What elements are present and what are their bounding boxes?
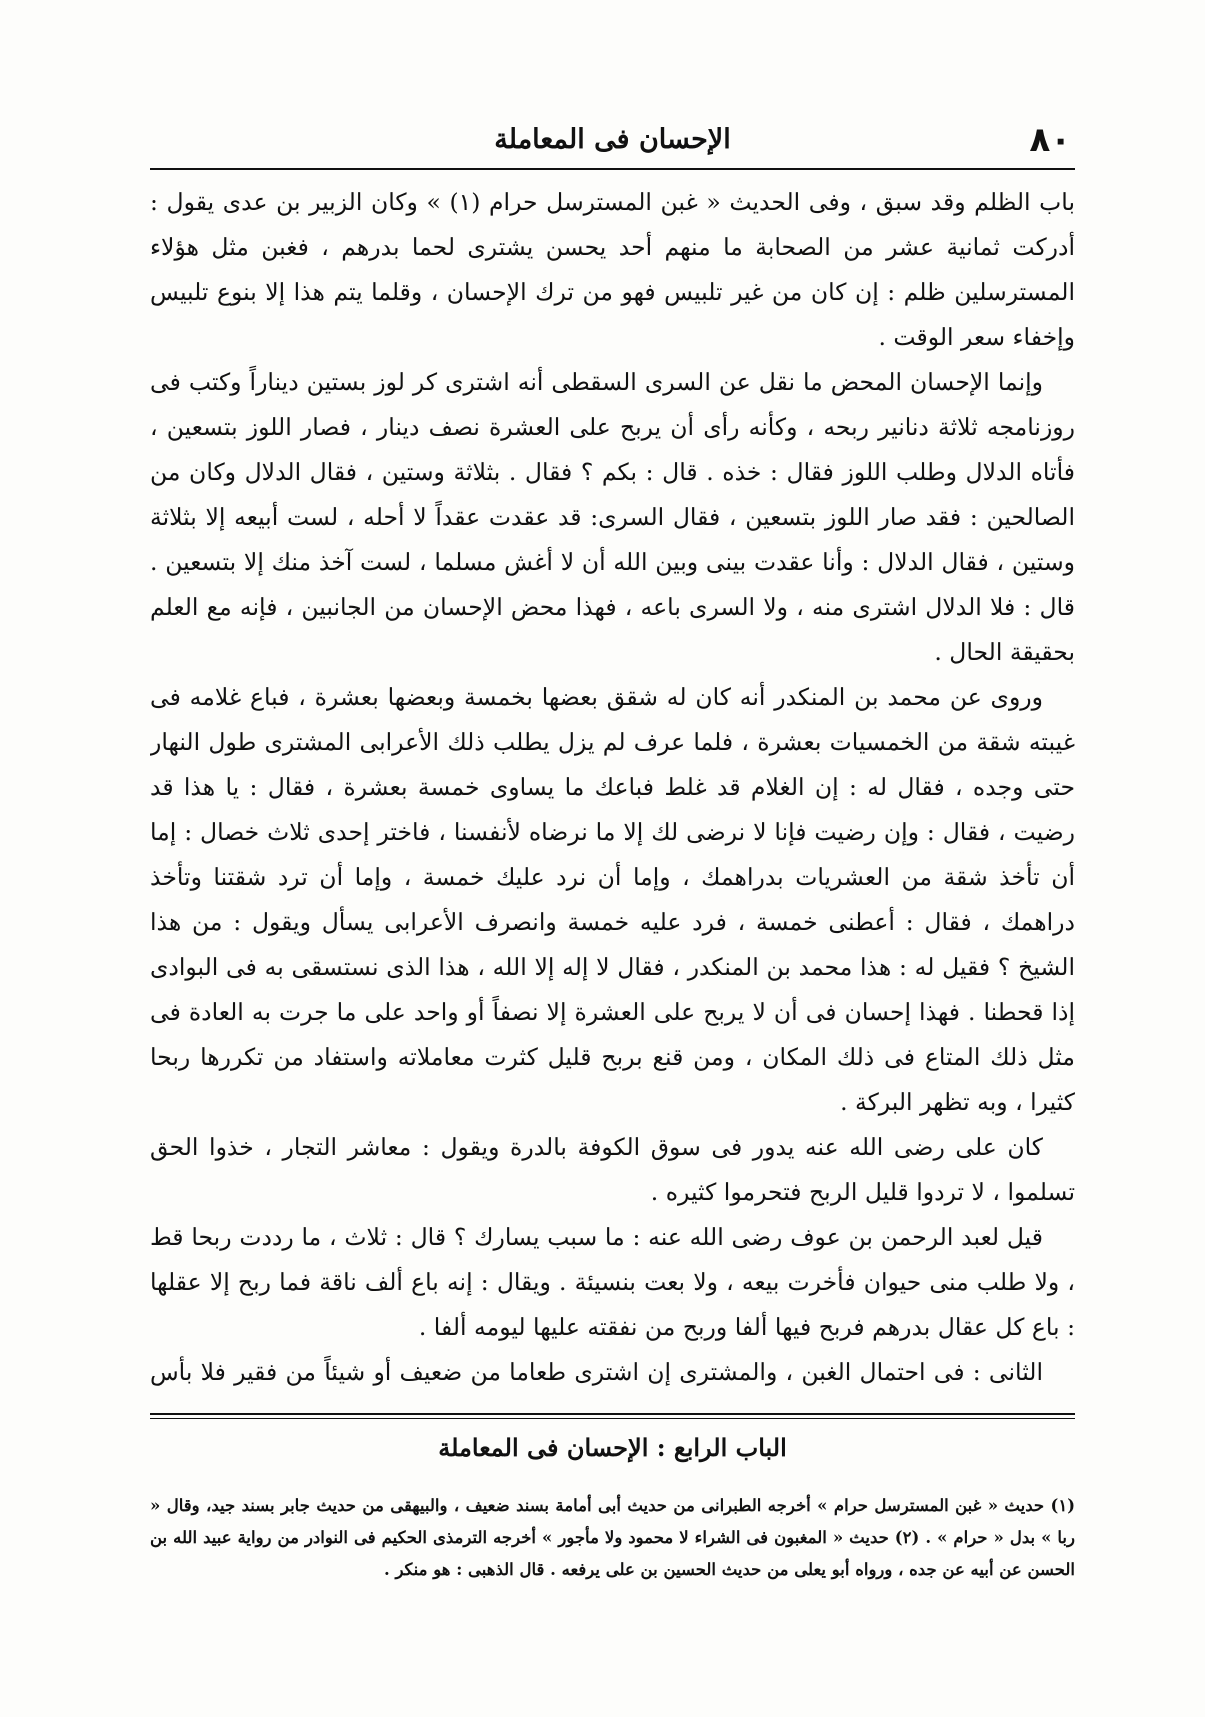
- main-text: [150, 180, 1075, 1400]
- paragraph: الثانى : فى احتمال الغبن ، والمشترى إن اشترى طعاما من ضعيف أو شيئاً من فقير فلا بأس: [150, 1358, 1043, 1386]
- paragraph: وروى عن محمد بن المنكدر أنه كان له شقق بعضها بخمسة وبعضها بعشرة ، فباع غلامه فى غيبته شقة من الخمسيات بعشرة ، فلما عرف لم يزل يطلب ذلك الأعرابى المشترى طول النهار حتى وجده ، فقال له : إن الغلام قد غلط فباعك ما يساوى خمسة بعشرة ، فقال : يا هذا قد رضيت ، فقال : وإن رضيت فإنا لا نرضى لك إلا ما نرضاه لأنفسنا ، فاختر إحدى ثلاث خصال : إما أن تأخذ شقة من العشريات بدراهمك ، وإما أن نرد عليك خمسة ، وإما أن ترد شقتنا وتأخذ دراهمك ، فقال : أعطنى خمسة ، فرد عليه خمسة وانصرف الأعرابى يسأل ويقول : من هذا الشيخ ؟ فقيل له : هذا محمد بن المنكدر ، فقال لا إله إلا الله ، هذا الذى نستسقى به فى البوادى إذا قحطنا . فهذا إحسان فى أن لا يربح على العشرة إلا نصفاً أو واحد على ما جرت به العادة فى مثل ذلك المتاع فى ذلك المكان ، ومن قنع بربح قليل كثرت معاملاته واستفاد من تكررها ربحا كثيرا ، وبه تظهر البركة .: [150, 683, 1075, 1116]
- footnotes: [150, 1490, 1075, 1600]
- paragraph: وإنما الإحسان المحض ما نقل عن السرى السقطى أنه اشترى كر لوز بستين ديناراً وكتب فى روزنامجه ثلاثة دنانير ربحه ، وكأنه رأى أن يربح على العشرة نصف دينار ، فصار اللوز بتسعين ، فأتاه الدلال وطلب اللوز فقال : خذه . قال : بكم ؟ فقال . بثلاثة وستين ، فقال الدلال وكان من الصالحين : فقد صار اللوز بتسعين ، فقال السرى: قد عقدت عقداً لا أحله ، لست أبيعه إلا بثلاثة وستين ، فقال الدلال : وأنا عقدت بينى وبين الله أن لا أغش مسلما ، لست آخذ منك إلا بتسعين . قال : فلا الدلال اشترى منه ، ولا السرى باعه ، فهذا محض الإحسان من الجانبين ، فإنه مع العلم بحقيقة الحال .: [150, 368, 1075, 666]
- running-title: الإحسان فى المعاملة: [494, 124, 731, 155]
- paragraph: باب الظلم وقد سبق ، وفى الحديث « غبن المسترسل حرام (١) » وكان الزبير بن عدى يقول : أدركت ثمانية عشر من الصحابة ما منهم أحد يحسن يشترى لحما بدرهم ، فغبن مثل هؤلاء المسترسلين ظلم : إن كان من غير تلبيس فهو من ترك الإحسان ، وقلما يتم هذا إلا بنوع تلبيس وإخفاء سعر الوقت .: [150, 188, 1075, 351]
- paragraph: قيل لعبد الرحمن بن عوف رضى الله عنه : ما سبب يسارك ؟ قال : ثلاث ، ما رددت ربحا قط ، ولا طلب منى حيوان فأخرت بيعه ، ولا بعت بنسيئة . ويقال : إنه باع ألف ناقة فما ربح إلا عقلها : باع كل عقال بدرهم فربح فيها ألفا وربح من نفقته عليها ليومه ألفا .: [150, 1223, 1075, 1341]
- chapter-title: الباب الرابع : الإحسان فى المعاملة: [438, 1433, 787, 1462]
- paragraph: كان على رضى الله عنه يدور فى سوق الكوفة بالدرة ويقول : معاشر التجار ، خذوا الحق تسلموا ، لا تردوا قليل الربح فتحرموا كثيره .: [150, 1133, 1075, 1206]
- page-header: [150, 118, 1075, 170]
- footnote-divider: [150, 1413, 1075, 1419]
- footnote: (١) حديث « غبن المسترسل حرام » أخرجه الطبرانى من حديث أبى أمامة بسند ضعيف ، والبيهقى من حديث جابر بسند جيد، وقال « ربا » بدل « حرام » . (٢) حديث « المغبون فى الشراء لا محمود ولا مأجور » أخرجه الترمذى الحكيم فى النوادر من رواية عبيد الله بن الحسن عن أبيه عن جده ، ورواه أبو يعلى من حديث الحسين بن على يرفعه . قال الذهبى : هو منكر .: [150, 1496, 1075, 1579]
- page-number: ٨٠: [1029, 120, 1071, 160]
